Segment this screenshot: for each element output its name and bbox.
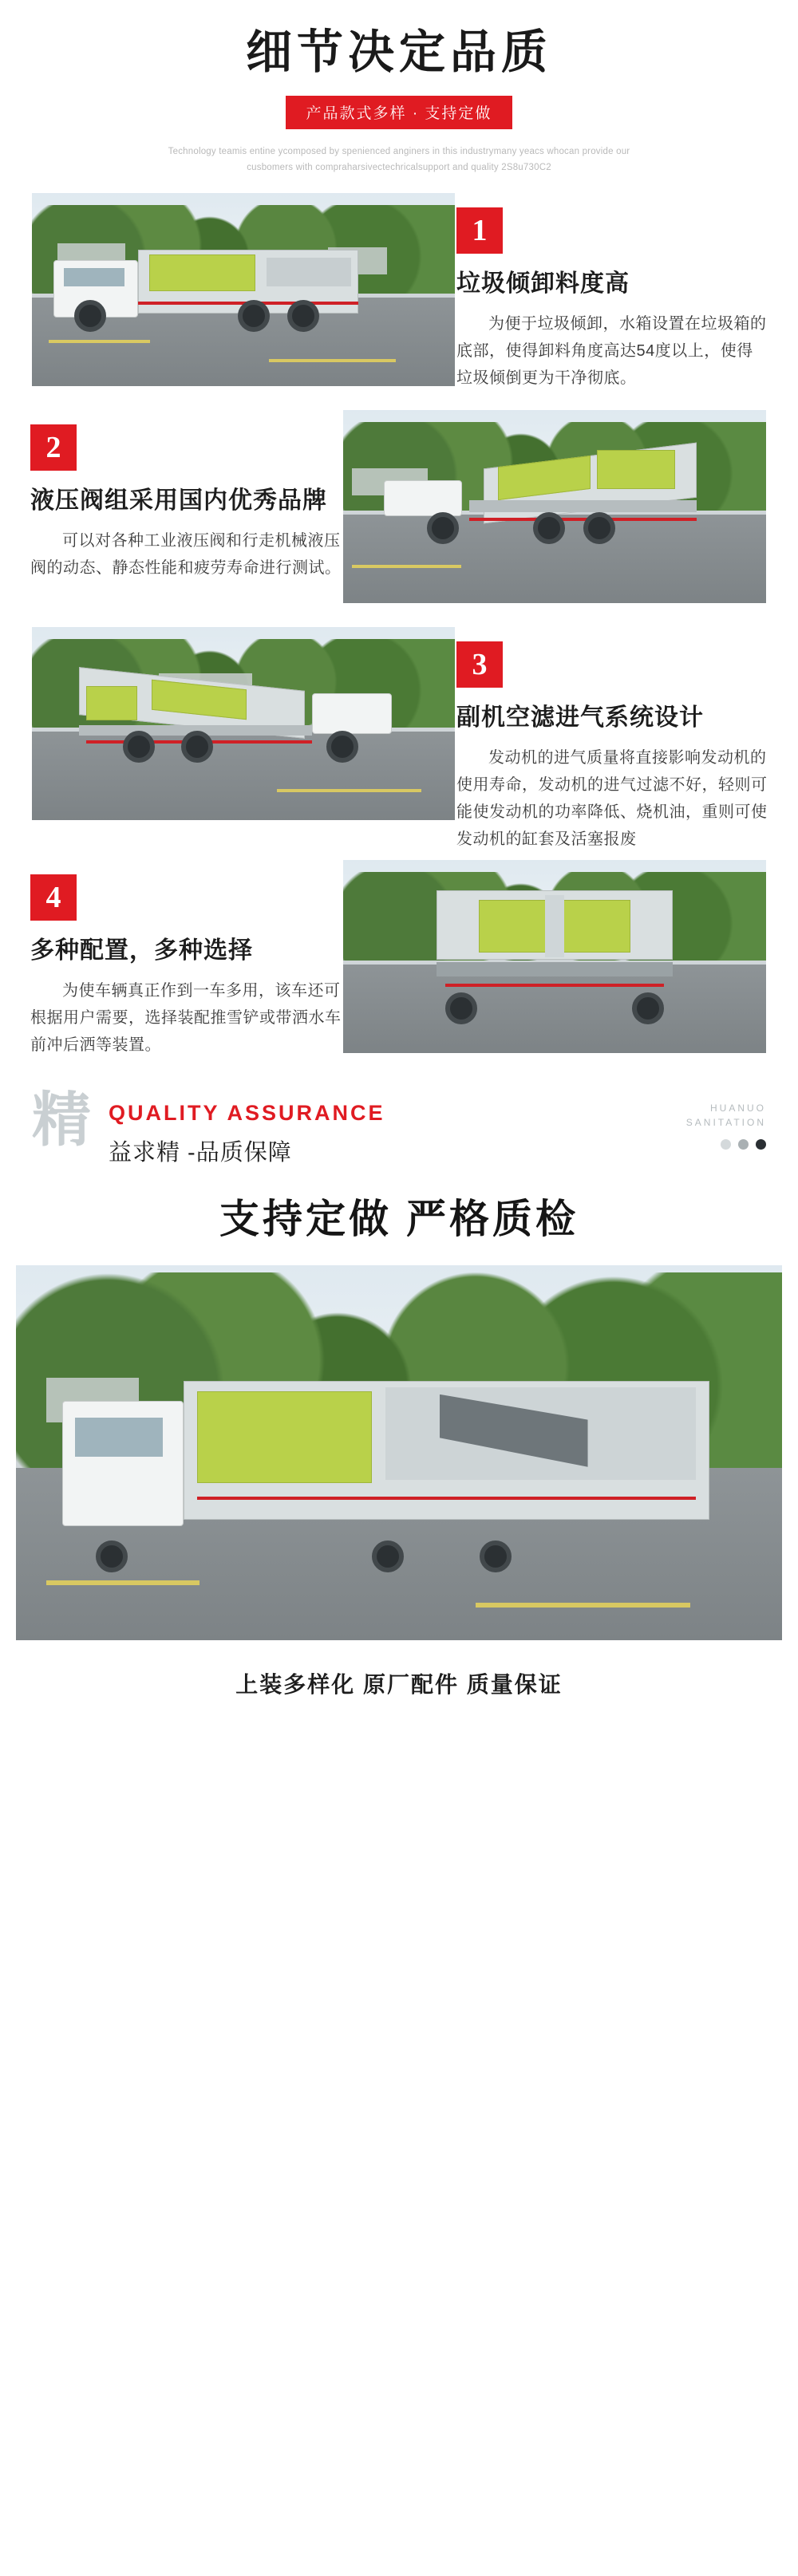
carousel-dot-1[interactable] xyxy=(721,1139,731,1150)
feature-number-1: 1 xyxy=(456,207,503,254)
feature-text-3 xyxy=(456,641,768,853)
header-subtitle-wrap xyxy=(0,96,798,129)
page-title: 细节决定品质 xyxy=(245,26,552,78)
header-english-text: Technology teamis entine ycomposed by spenienced anginers in this industrymany yeacs whocan provide our cusbomers with compraharsivectechricalsupport and quality 2S8u730C2 xyxy=(168,146,630,172)
brand-mark xyxy=(686,1101,766,1130)
feature-image-4 xyxy=(343,860,766,1053)
carousel-dot-2[interactable] xyxy=(738,1139,749,1150)
feature-heading-1: 垃圾倾卸料度高 xyxy=(456,270,630,298)
feature-heading-4: 多种配置，多种选择 xyxy=(30,937,253,965)
hero-image xyxy=(16,1265,782,1640)
carousel-dot-3[interactable] xyxy=(756,1139,766,1150)
feature-image-3 xyxy=(32,627,455,820)
feature-text-4 xyxy=(30,874,342,1059)
feature-body-2: 可以对各种工业液压阀和行走机械液压阀的动态、静态性能和疲劳寿命进行测试。 xyxy=(30,532,342,578)
footer-text: 上装多样化 原厂配件 质量保证 xyxy=(235,1672,563,1698)
feature-text-1 xyxy=(456,207,768,392)
quality-english: QUALITY ASSURANCE xyxy=(109,1101,385,1126)
feature-number-4: 4 xyxy=(30,874,77,921)
feature-image-2 xyxy=(343,410,766,603)
feature-heading-3: 副机空滤进气系统设计 xyxy=(456,704,704,732)
feature-body-1: 为便于垃圾倾卸，水箱设置在垃圾箱的底部，使得卸料角度高达54度以上，使得垃圾倾倒更为干净彻底。 xyxy=(456,315,767,388)
carousel-dots[interactable] xyxy=(721,1139,766,1150)
feature-block-4 xyxy=(16,860,782,1066)
feature-number-2: 2 xyxy=(30,424,77,471)
quality-big-char: 精 xyxy=(32,1088,91,1154)
feature-heading-2: 液压阀组采用国内优秀品牌 xyxy=(30,487,327,515)
page-header xyxy=(0,0,798,176)
feature-block-2 xyxy=(16,410,782,616)
quality-chinese: 益求精 -品质保障 xyxy=(109,1140,292,1166)
feature-text-2 xyxy=(30,424,342,582)
quality-band xyxy=(16,1090,782,1179)
feature-image-1 xyxy=(32,193,455,386)
banner-title: 支持定做 严格质检 xyxy=(219,1197,579,1242)
header-subtitle-badge: 产品款式多样 · 支持定做 xyxy=(286,96,513,129)
feature-body-4: 为使车辆真正作到一车多用，该车还可根据用户需要，选择装配推雪铲或带洒水车前冲后洒等装置。 xyxy=(30,982,342,1055)
brand-line-1: HUANUO xyxy=(709,1103,766,1114)
feature-number-3: 3 xyxy=(456,641,503,688)
brand-line-2: SANITATION xyxy=(685,1117,766,1129)
feature-block-1 xyxy=(16,193,782,399)
feature-body-3: 发动机的进气质量将直接影响发动机的使用寿命，发动机的进气过滤不好，轻则可能使发动机的功率降低、烧机油，重则可使发动机的缸套及活塞报废 xyxy=(456,749,768,849)
feature-block-3 xyxy=(16,627,782,850)
